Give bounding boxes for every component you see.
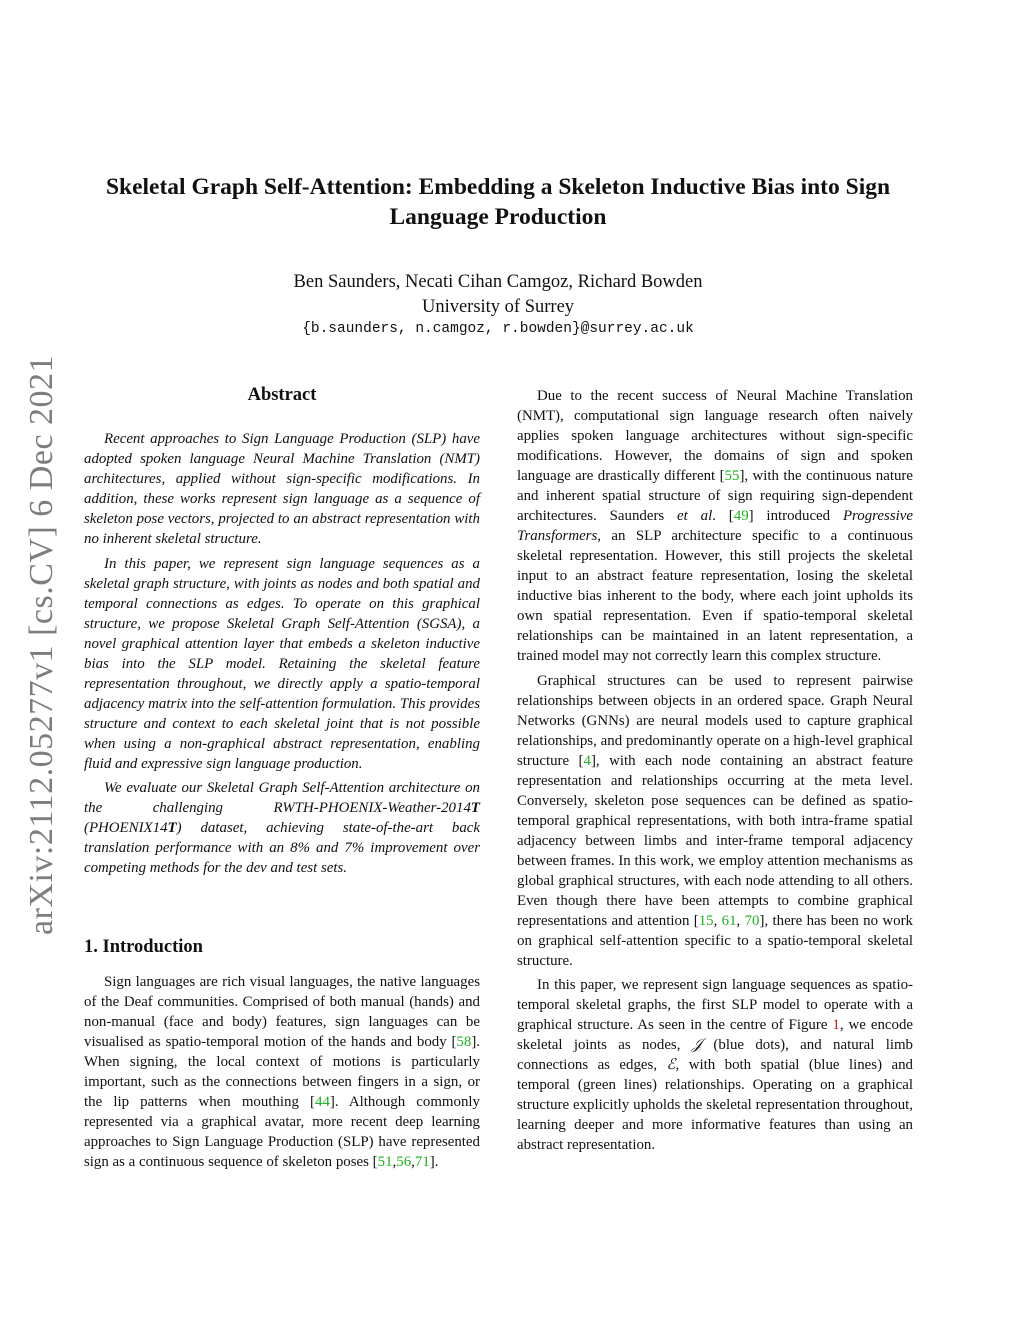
citation-link[interactable]: 71 <box>414 1154 430 1170</box>
citation-link[interactable]: 44 <box>315 1094 330 1110</box>
body-paragraph: Sign languages are rich visual languages, the native languages of the Deaf communities. Comprised of both manual (hands) and non-manual (face and body) features, sign languages can be visualised as spatio-temporal motion of the hands and body [58]. When signing, the local context of motions is particularly important, such as the connections between fingers in a sign, or the lip patterns when mouthing [44]. Although commonly represented via a graphical avatar, more recent deep learning approaches to Sign Language Production (SLP) have represented sign as a continuous sequence of skeleton poses [51,56,71]. <box>84 974 480 1170</box>
arxiv-identifier-text: arXiv:2112.05277v1 [cs.CV] 6 Dec 2021 <box>23 354 60 935</box>
citation-link[interactable]: 15 <box>698 912 714 929</box>
author-emails: {b.saunders, n.camgoz, r.bowden}@surrey.ac.uk <box>302 321 694 337</box>
body-paragraph: Due to the recent success of Neural Machine Translation (NMT), computational sign language research often naively applies spoken language architectures without sign-specific modifications. However, the domains of sign and spoken language are drastically different [55], with the continuous nature and inherent spatial structure of sign requiring sign-dependent architectures. Saunders et al. [49] introduced Progressive Transformers, an SLP architecture specific to a continuous skeletal representation. However, this still projects the skeletal input to an abstract feature representation, losing the skeletal inductive bias inherent to the body, where each joint upholds its own spatial representation. Even if spatio-temporal skeletal relationships can be maintained in an latent representation, a trained model may not correctly learn this complex structure. <box>517 388 913 664</box>
citation-link[interactable]: 70 <box>744 912 760 929</box>
abstract-paragraph: In this paper, we represent sign language sequences as a skeletal graph structure, with joints as nodes and both spatial and temporal connections as edges. To operate on this graphical structure, we propose Skeletal Graph Self-Attention (SGSA), a novel graphical attention layer that embeds a skeleton inductive bias into the SLP model. Retaining the skeletal feature representation throughout, we directly apply a spatio-temporal adjacency matrix into the self-attention formulation. This provides structure and context to each skeletal joint that is not possible when using a non-graphical abstract representation, enabling fluid and expressive sign language production. <box>84 555 480 772</box>
body-paragraph: In this paper, we represent sign language sequences as spatio-temporal skeletal graphs, the first SLP model to operate with a graphical structure. As seen in the centre of Figure 1, we encode skeletal joints as nodes, 𝒥 (blue dots), and natural limb connections as edges, ℰ, with both spatial (blue lines) and temporal (green lines) relationships. Operating on a graphical structure explicitly upholds the skeletal representation throughout, learning deeper and more informative features than using an abstract representation. <box>517 977 913 1153</box>
right-column <box>517 386 913 1160</box>
citation-link[interactable]: 55 <box>724 468 740 484</box>
paper-title: Skeletal Graph Self-Attention: Embedding a Skeleton Inductive Bias into Sign Language Production <box>105 174 891 230</box>
dataset-T-mark: T <box>167 820 177 836</box>
section-heading-introduction: 1. Introduction <box>84 937 203 957</box>
citation-link[interactable]: 56 <box>396 1154 412 1170</box>
abstract-heading: Abstract <box>247 385 317 405</box>
citation-link[interactable]: 49 <box>733 508 749 524</box>
citation-link[interactable]: 61 <box>721 912 737 929</box>
abstract-paragraph: Recent approaches to Sign Language Production (SLP) have adopted spoken language Neural Machine Translation (NMT) architectures, applied without sign-specific modifications. In addition, these works represent sign language as a sequence of skeleton pose vectors, projected to an abstract representation with no inherent skeletal structure. <box>84 431 480 547</box>
body-paragraph: Graphical structures can be used to represent pairwise relationships between objects in an ordered space. Graph Neural Networks (GNNs) are neural models used to capture graphical relationships, and predominantly operate on a high-level graphical structure [4], with each node containing an abstract feature representation and relationships occurring at the meta level. Conversely, skeleton pose sequences can be defined as spatio-temporal graphical representations, with both intra-frame spatial adjacency between limbs and inter-frame temporal adjacency between frames. In this work, we employ attention mechanisms as global graphical structures, with each node attending to all others. Even though there have been attempts to combine graphical representations and attention [15, 61, 70], there has been no work on graphical self-attention specific to a spatio-temporal skeletal structure. <box>517 672 914 969</box>
abstract-paragraph: We evaluate our Skeletal Graph Self-Attention architecture on the challenging RWTH-PHOENIX-Weather-2014T (PHOENIX14T) dataset, achieving state-of-the-art back translation performance with an 8% and 7% improvement over competing methods for the dev and test sets. <box>84 780 480 876</box>
citation-link[interactable]: 51 <box>377 1154 393 1170</box>
citation-link[interactable]: 58 <box>456 1034 472 1050</box>
author-block <box>90 270 906 320</box>
dataset-T-mark: T <box>470 800 480 816</box>
joints-symbol: 𝒥 <box>691 1037 703 1053</box>
figure-reference-link[interactable]: 1 <box>832 1017 840 1033</box>
affiliation: University of Surrey <box>421 297 575 317</box>
introduction-left-column <box>84 972 480 1172</box>
abstract <box>84 429 480 883</box>
author-names: Ben Saunders, Necati Cihan Camgoz, Richard Bowden <box>293 272 703 292</box>
citation-link[interactable]: 4 <box>583 752 591 769</box>
edges-symbol: ℰ <box>666 1057 676 1073</box>
